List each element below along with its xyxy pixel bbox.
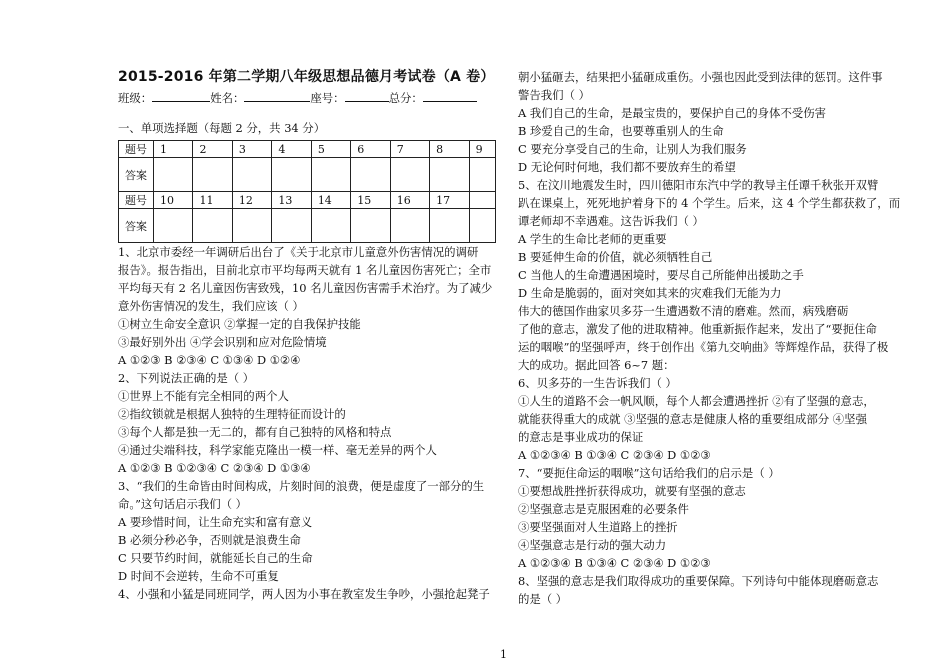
text-line: B 珍爱自己的生命，也要尊重别人的生命 bbox=[518, 124, 724, 138]
text-line: ②坚强意志是克服困难的必要条件 bbox=[518, 502, 689, 516]
answer-cell[interactable] bbox=[272, 209, 311, 243]
text-line: A ①②③④ B ①③④ C ②③④ D ①②③ bbox=[518, 556, 711, 570]
question-number-label: 题号 bbox=[119, 141, 154, 158]
text-line: A ①②③④ B ①③④ C ②③④ D ①②③ bbox=[518, 448, 711, 462]
answer-cell[interactable] bbox=[390, 209, 429, 243]
question-number: 16 bbox=[390, 192, 429, 209]
answer-cell[interactable] bbox=[272, 158, 311, 192]
answer-cell[interactable] bbox=[430, 209, 469, 243]
text-line: 4、小强和小猛是同班同学，两人因为小事在教室发生争吵，小强抢起凳子 bbox=[118, 587, 490, 601]
text-line: ③每个人都是独一无二的，都有自己独特的风格和特点 bbox=[118, 425, 392, 439]
text-line: 平均每天有 2 名儿童因伤害致残，10 名儿童因伤害需手术治疗。为了减少 bbox=[118, 281, 493, 295]
answer-cell[interactable] bbox=[232, 209, 271, 243]
text-line: 了他的意志，激发了他的进取精神。他重新振作起来，发出了“要扼住命 bbox=[518, 322, 877, 336]
seat-blank[interactable] bbox=[345, 89, 389, 102]
class-blank[interactable] bbox=[152, 89, 210, 102]
question-number: 1 bbox=[154, 141, 193, 158]
text-line: 2、下列说法正确的是（ ） bbox=[118, 371, 255, 385]
answer-cell[interactable] bbox=[154, 209, 193, 243]
section-heading: 一、单项选择题（每题 2 分，共 34 分） bbox=[118, 121, 326, 135]
text-line: A 要珍惜时间，让生命充实和富有意义 bbox=[118, 515, 313, 529]
question-number: 10 bbox=[154, 192, 193, 209]
text-line: ③要坚强面对人生道路上的挫折 bbox=[518, 520, 678, 534]
question-number: 12 bbox=[232, 192, 271, 209]
text-line: ①要想战胜挫折获得成功，就要有坚强的意志 bbox=[518, 484, 746, 498]
answer-row bbox=[119, 158, 496, 192]
text-line: 报告》。报告指出，目前北京市平均每两天就有 1 名儿童因伤害死亡；全市 bbox=[118, 263, 492, 277]
score-label: 总分： bbox=[388, 91, 423, 105]
text-line: ①世界上不能有完全相同的两个人 bbox=[118, 389, 289, 403]
info-line bbox=[118, 89, 477, 106]
question-number: 8 bbox=[430, 141, 469, 158]
text-line: D 时间不会逆转，生命不可重复 bbox=[118, 569, 279, 583]
text-line: 警告我们（ ） bbox=[518, 88, 590, 102]
text-line: ③最好别外出 ④学会识别和应对危险情境 bbox=[118, 335, 327, 349]
text-line: ④坚强意志是行动的强大动力 bbox=[518, 538, 667, 552]
answer-table bbox=[118, 140, 496, 243]
text-line: 6、贝多芬的一生告诉我们（ ） bbox=[518, 376, 677, 390]
text-line: 5、在汶川地震发生时，四川德阳市东汽中学的教导主任谭千秋张开双臂 bbox=[518, 178, 879, 192]
text-line: B 要延伸生命的价值，就必须牺牲自己 bbox=[518, 250, 713, 264]
class-label: 班级： bbox=[118, 91, 153, 105]
answer-label: 答案 bbox=[119, 158, 154, 192]
text-line: ④通过尖端科技，科学家能克隆出一模一样、毫无差异的两个人 bbox=[118, 443, 437, 457]
text-line: A 我们自己的生命，是最宝贵的，要保护自己的身体不受伤害 bbox=[518, 106, 827, 120]
answer-cell[interactable] bbox=[390, 158, 429, 192]
question-number: 5 bbox=[311, 141, 350, 158]
text-line: C 要充分享受自己的生命，让别人为我们服务 bbox=[518, 142, 747, 156]
question-number: 2 bbox=[193, 141, 232, 158]
text-line: 谭老师却不幸遇难。这告诉我们（ ） bbox=[518, 214, 704, 228]
text-line: D 生命是脆弱的，面对突如其来的灾难我们无能为力 bbox=[518, 286, 782, 300]
text-line: 运的咽喉”的坚强呼声，终于创作出《第九交响曲》等辉煌作品，获得了极 bbox=[518, 340, 889, 354]
seat-label: 座号： bbox=[310, 91, 345, 105]
page-number: 1 bbox=[500, 648, 507, 661]
text-line: 的意志是事业成功的保证 bbox=[518, 430, 644, 444]
question-number: 15 bbox=[351, 192, 390, 209]
text-line: ①树立生命安全意识 ②掌握一定的自我保护技能 bbox=[118, 317, 361, 331]
answer-cell[interactable] bbox=[232, 158, 271, 192]
question-number: 7 bbox=[390, 141, 429, 158]
text-line: A ①②③ B ②③④ C ①③④ D ①②④ bbox=[118, 353, 301, 367]
answer-cell[interactable] bbox=[351, 158, 390, 192]
answer-cell[interactable] bbox=[469, 209, 495, 243]
text-line: 命。”这句话启示我们（ ） bbox=[118, 497, 248, 511]
question-number-row bbox=[119, 192, 496, 209]
exam-title: 2015-2016 年第二学期八年级思想品德月考试卷（A 卷） bbox=[118, 69, 495, 85]
question-number-row bbox=[119, 141, 496, 158]
text-line: 8、坚强的意志是我们取得成功的重要保障。下列诗句中能体现磨砺意志 bbox=[518, 574, 879, 588]
name-label: 姓名： bbox=[210, 91, 245, 105]
question-number: 4 bbox=[272, 141, 311, 158]
text-line: C 当他人的生命遭遇困境时，要尽自己所能伸出援助之手 bbox=[518, 268, 804, 282]
text-line: 朝小猛砸去，结果把小猛砸成重伤。小强也因此受到法律的惩罚。这件事 bbox=[518, 70, 883, 84]
text-line: C 只要节约时间，就能延长自己的生命 bbox=[118, 551, 313, 565]
text-line: D 无论何时何地，我们都不要放弃生的希望 bbox=[518, 160, 736, 174]
question-number: 11 bbox=[193, 192, 232, 209]
text-line: A ①②③ B ①②③④ C ②③④ D ①③④ bbox=[118, 461, 311, 475]
text-line: ①人生的道路不会一帆风顺，每个人都会遭遇挫折 ②有了坚强的意志， bbox=[518, 394, 875, 408]
text-line: B 必须分秒必争，否则就是浪费生命 bbox=[118, 533, 301, 547]
text-line: 1、北京市委经一年调研后出台了《关于北京市儿童意外伤害情况的调研 bbox=[118, 245, 479, 259]
name-blank[interactable] bbox=[244, 89, 310, 102]
text-line: 3、“我们的生命皆由时间构成，片刻时间的浪费，便是虚度了一部分的生 bbox=[118, 479, 485, 493]
answer-cell[interactable] bbox=[154, 158, 193, 192]
question-number: 17 bbox=[430, 192, 469, 209]
text-line: 伟大的德国作曲家贝多芬一生遭遇数不清的磨难。然而，病残磨砺 bbox=[518, 304, 849, 318]
text-line: 大的成功。据此回答 6~7 题： bbox=[518, 358, 675, 372]
answer-cell[interactable] bbox=[351, 209, 390, 243]
text-line: 7、“要扼住命运的咽喉”这句话给我们的启示是（ ） bbox=[518, 466, 780, 480]
answer-cell[interactable] bbox=[193, 209, 232, 243]
question-number bbox=[469, 192, 495, 209]
answer-cell[interactable] bbox=[311, 209, 350, 243]
text-line: A 学生的生命比老师的更重要 bbox=[518, 232, 667, 246]
question-number: 14 bbox=[311, 192, 350, 209]
question-number-label: 题号 bbox=[119, 192, 154, 209]
question-number: 3 bbox=[232, 141, 271, 158]
question-number: 13 bbox=[272, 192, 311, 209]
answer-cell[interactable] bbox=[193, 158, 232, 192]
question-number: 9 bbox=[469, 141, 495, 158]
answer-row bbox=[119, 209, 496, 243]
text-line: 意外伤害情况的发生，我们应该（ ） bbox=[118, 299, 304, 313]
text-line: ②指纹锁就是根据人独特的生理特征而设计的 bbox=[118, 407, 346, 421]
question-number: 6 bbox=[351, 141, 390, 158]
answer-label: 答案 bbox=[119, 209, 154, 243]
answer-cell[interactable] bbox=[311, 158, 350, 192]
score-blank[interactable] bbox=[423, 89, 477, 102]
answer-cell[interactable] bbox=[469, 158, 495, 192]
text-line: 趴在课桌上，死死地护着身下的 4 个学生。后来，这 4 个学生都获救了，而 bbox=[518, 196, 901, 210]
text-line: 就能获得重大的成就 ③坚强的意志是健康人格的重要组成部分 ④坚强 bbox=[518, 412, 867, 426]
answer-cell[interactable] bbox=[430, 158, 469, 192]
text-line: 的是（ ） bbox=[518, 592, 568, 606]
